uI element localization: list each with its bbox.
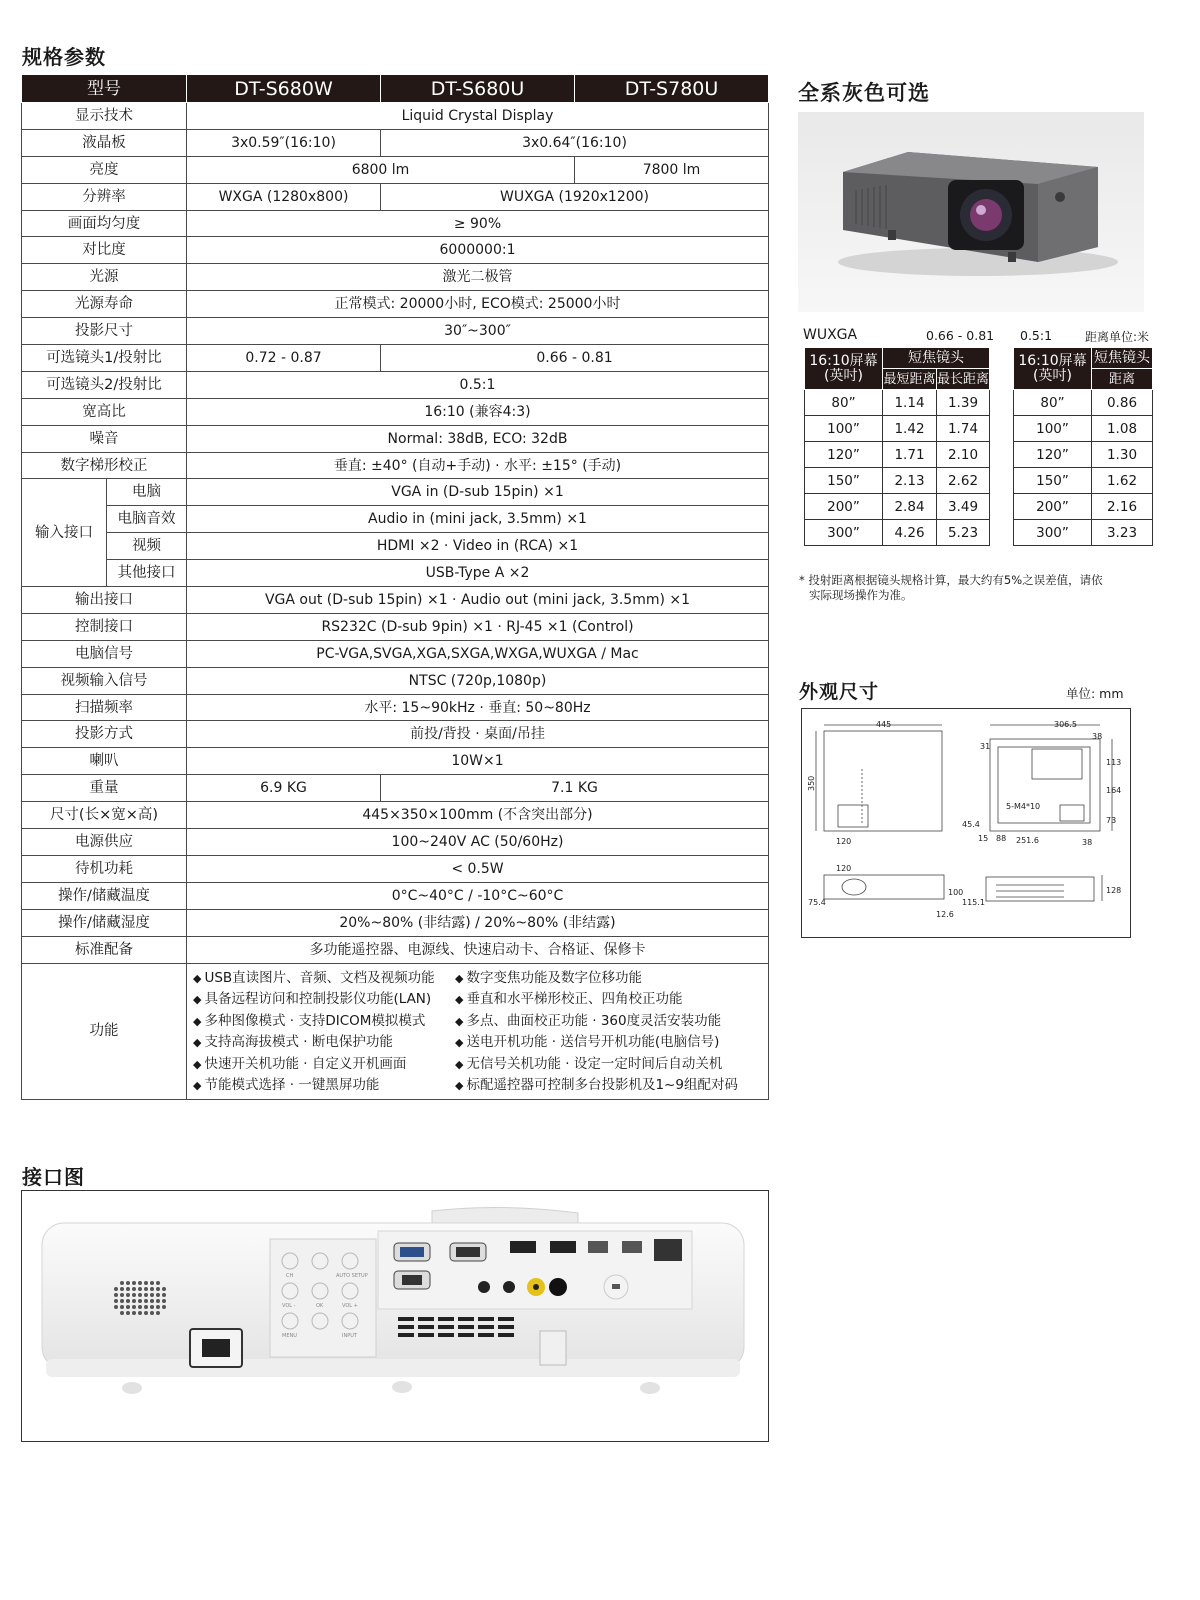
row-value: 前投/背投 · 桌面/吊挂 [187, 721, 769, 748]
feature-item: ◆ 送电开机功能 · 送信号开机功能(电脑信号) [455, 1032, 738, 1054]
throw-row [1014, 416, 1153, 442]
row-label: 视频输入信号 [22, 667, 187, 694]
throw-note-2: 实际现场操作为准。 [809, 588, 913, 602]
distance-cell: 2.62 [937, 468, 990, 494]
row-label: 视频 [107, 533, 187, 560]
dim-100: 100 [948, 888, 964, 897]
throw-row [1014, 442, 1153, 468]
dim-350: 350 [807, 775, 816, 791]
model-label: 型号 [22, 75, 187, 103]
min-header: 最短距离 [883, 369, 937, 390]
inch-header-text: (英吋) [1033, 367, 1072, 384]
label-ok: OK [316, 1303, 324, 1309]
dimension-svg [802, 709, 1130, 937]
row-label: 亮度 [22, 156, 187, 183]
label-vol-plus: VOL + [342, 1303, 358, 1309]
row-label: 宽高比 [22, 398, 187, 425]
dist-header: 距离 [1092, 369, 1153, 390]
row-value: 多功能遥控器、电源线、快速启动卡、合格证、保修卡 [187, 936, 769, 963]
throw-row [805, 390, 990, 416]
row-label: 可选镜头1/投射比 [22, 345, 187, 372]
dim-38: 38 [1092, 732, 1103, 741]
row-value: 6.9 KG [187, 775, 381, 802]
row-value: Normal: 38dB, ECO: 32dB [187, 425, 769, 452]
row-value: 30″~300″ [187, 318, 769, 345]
row-value: 20%~80% (非结露) / 20%~80% (非结露) [187, 909, 769, 936]
dim-88: 88 [996, 834, 1007, 843]
dim-31: 31 [980, 742, 991, 751]
feature-item: ◆ 节能模式选择 · 一键黑屏功能 [193, 1075, 455, 1097]
throw-resolution: WUXGA [803, 327, 858, 343]
row-label: 尺寸(长×宽×高) [22, 802, 187, 829]
row-value: 6800 lm [187, 156, 575, 183]
screen-size-cell: 300” [1014, 520, 1092, 546]
distance-cell: 3.23 [1092, 520, 1153, 546]
dim-45-4: 45.4 [962, 820, 980, 829]
label-vol-minus: VOL - [282, 1303, 296, 1309]
screen-size-cell: 200” [1014, 494, 1092, 520]
dim-38b: 38 [1082, 838, 1093, 847]
throw-ratio-1: 0.66 - 0.81 [926, 328, 995, 343]
row-label: 电源供应 [22, 829, 187, 856]
distance-cell: 1.62 [1092, 468, 1153, 494]
interface-svg [22, 1191, 768, 1441]
row-label: 光源寿命 [22, 291, 187, 318]
row-value: 7800 lm [575, 156, 769, 183]
screen-size-cell: 80” [1014, 390, 1092, 416]
feature-item: ◆ USB直读图片、音频、文档及视频功能 [193, 968, 455, 990]
row-label: 光源 [22, 264, 187, 291]
row-label: 操作/储藏温度 [22, 882, 187, 909]
row-value: 0°C~40°C / -10°C~60°C [187, 882, 769, 909]
row-value: RS232C (D-sub 9pin) ×1 · RJ-45 ×1 (Control) [187, 613, 769, 640]
feature-item: ◆ 垂直和水平梯形校正、四角校正功能 [455, 989, 738, 1011]
row-value: 7.1 KG [381, 775, 769, 802]
dim-128: 128 [1106, 886, 1122, 895]
distance-cell: 3.49 [937, 494, 990, 520]
row-label: 标准配备 [22, 936, 187, 963]
label-input: INPUT [342, 1333, 357, 1339]
spec-title: 规格参数 [22, 45, 106, 69]
feature-item: ◆ 具备远程访问和控制投影仪功能(LAN) [193, 989, 455, 1011]
throw-ratio-2: 0.5:1 [1020, 328, 1053, 343]
model-header-row [22, 75, 769, 103]
distance-cell: 2.84 [883, 494, 937, 520]
row-label: 显示技术 [22, 103, 187, 130]
throw-row [1014, 390, 1153, 416]
row-value: 0.5:1 [187, 371, 769, 398]
dim-120: 120 [836, 837, 852, 846]
row-label: 数字梯形校正 [22, 452, 187, 479]
row-value: Liquid Crystal Display [187, 103, 769, 130]
dim-113: 113 [1106, 758, 1122, 767]
throw-row [1014, 494, 1153, 520]
distance-cell: 2.13 [883, 468, 937, 494]
row-label: 输出接口 [22, 587, 187, 614]
row-value: WUXGA (1920x1200) [381, 183, 769, 210]
screen-size-cell: 150” [1014, 468, 1092, 494]
screen-size-cell: 200” [805, 494, 883, 520]
row-label: 控制接口 [22, 613, 187, 640]
throw-table-1 [804, 347, 990, 546]
distance-cell: 5.23 [937, 520, 990, 546]
dims-title: 外观尺寸 [799, 681, 880, 703]
distance-cell: 1.71 [883, 442, 937, 468]
row-value: HDMI ×2 · Video in (RCA) ×1 [187, 533, 769, 560]
throw-row [1014, 468, 1153, 494]
throw-table-2 [1013, 347, 1153, 546]
row-label: 电脑信号 [22, 640, 187, 667]
screen-header-text: 16:10屏幕 [1018, 352, 1087, 369]
dim-15: 15 [978, 834, 989, 843]
dim-115-1: 115.1 [962, 898, 985, 907]
row-value: 垂直: ±40° (自动+手动) · 水平: ±15° (手动) [187, 452, 769, 479]
distance-cell: 4.26 [883, 520, 937, 546]
distance-cell: 1.42 [883, 416, 937, 442]
screen-size-cell: 150” [805, 468, 883, 494]
row-label: 对比度 [22, 237, 187, 264]
features-cell [187, 963, 769, 1099]
distance-cell: 0.86 [1092, 390, 1153, 416]
screen-header-text: 16:10屏幕 [809, 352, 878, 369]
row-value: 激光二极管 [187, 264, 769, 291]
distance-cell: 1.14 [883, 390, 937, 416]
model-3: DT-S780U [575, 75, 769, 103]
spec-table [21, 74, 769, 1100]
color-title: 全系灰色可选 [798, 81, 930, 105]
row-label: 投影尺寸 [22, 318, 187, 345]
throw-unit: 距离单位:米 [1085, 330, 1150, 344]
label-menu: MENU [282, 1333, 297, 1339]
row-value: 16:10 (兼容4:3) [187, 398, 769, 425]
row-label: 喇叭 [22, 748, 187, 775]
row-value: < 0.5W [187, 855, 769, 882]
throw-row [805, 494, 990, 520]
row-value: 正常模式: 20000小时, ECO模式: 25000小时 [187, 291, 769, 318]
row-value: WXGA (1280x800) [187, 183, 381, 210]
row-label: 投影方式 [22, 721, 187, 748]
row-label: 可选镜头2/投射比 [22, 371, 187, 398]
dim-120b: 120 [836, 864, 852, 873]
projector-photo [798, 112, 1144, 312]
row-label: 画面均匀度 [22, 210, 187, 237]
dims-unit: 单位: mm [1066, 686, 1124, 701]
short-lens-header: 短焦镜头 [883, 348, 990, 369]
features-right-list [455, 968, 738, 1097]
row-value: VGA in (D-sub 15pin) ×1 [187, 479, 769, 506]
feature-item: ◆ 支持高海拔模式 · 断电保护功能 [193, 1032, 455, 1054]
distance-cell: 1.74 [937, 416, 990, 442]
row-label: 其他接口 [107, 560, 187, 587]
screen-size-cell: 100” [805, 416, 883, 442]
row-label: 分辨率 [22, 183, 187, 210]
row-label: 电脑 [107, 479, 187, 506]
screen-header [805, 348, 883, 390]
short-lens-header: 短焦镜头 [1092, 348, 1153, 369]
row-value: 100~240V AC (50/60Hz) [187, 829, 769, 856]
features-left-list [193, 968, 455, 1097]
dim-12-6: 12.6 [936, 910, 954, 919]
feature-item: ◆ 多种图像模式 · 支持DICOM模拟模式 [193, 1011, 455, 1033]
row-value: 3x0.64″(16:10) [381, 129, 769, 156]
row-label: 扫描频率 [22, 694, 187, 721]
interface-diagram [21, 1190, 769, 1442]
screen-size-cell: 120” [805, 442, 883, 468]
throw-note-1: * 投射距离根据镜头规格计算，最大约有5%之误差值，请依 [799, 573, 1103, 587]
row-value: 10W×1 [187, 748, 769, 775]
dim-164: 164 [1106, 786, 1122, 795]
model-1: DT-S680W [187, 75, 381, 103]
feature-item: ◆ 标配遥控器可控制多台投影机及1~9组配对码 [455, 1075, 738, 1097]
label-auto-setup: AUTO SETUP [336, 1273, 368, 1279]
throw-row [805, 468, 990, 494]
max-header: 最长距离 [937, 369, 990, 390]
throw-row [1014, 520, 1153, 546]
dim-306-5: 306.5 [1054, 720, 1077, 729]
screen-size-cell: 80” [805, 390, 883, 416]
throw-row [805, 442, 990, 468]
distance-cell: 1.08 [1092, 416, 1153, 442]
row-value: 3x0.59″(16:10) [187, 129, 381, 156]
row-label: 重量 [22, 775, 187, 802]
distance-cell: 2.16 [1092, 494, 1153, 520]
row-value: 水平: 15~90kHz · 垂直: 50~80Hz [187, 694, 769, 721]
dimension-drawing [801, 708, 1131, 938]
throw-row [805, 520, 990, 546]
row-value: ≥ 90% [187, 210, 769, 237]
inch-header-text: (英吋) [824, 367, 863, 384]
feature-item: ◆ 数字变焦功能及数字位移功能 [455, 968, 738, 990]
row-value: USB-Type A ×2 [187, 560, 769, 587]
row-label: 噪音 [22, 425, 187, 452]
distance-cell: 1.30 [1092, 442, 1153, 468]
label-ch: CH [286, 1273, 294, 1279]
row-value: Audio in (mini jack, 3.5mm) ×1 [187, 506, 769, 533]
row-label: 功能 [22, 963, 187, 1099]
row-value: VGA out (D-sub 15pin) ×1 · Audio out (mini jack, 3.5mm) ×1 [187, 587, 769, 614]
dim-screw: 5-M4*10 [1006, 802, 1041, 811]
model-2: DT-S680U [381, 75, 575, 103]
row-value: 6000000:1 [187, 237, 769, 264]
distance-cell: 1.39 [937, 390, 990, 416]
feature-item: ◆ 快速开关机功能 · 自定义开机画面 [193, 1054, 455, 1076]
projector-image [798, 112, 1144, 312]
screen-header [1014, 348, 1092, 390]
dim-251-6: 251.6 [1016, 836, 1039, 845]
feature-item: ◆ 多点、曲面校正功能 · 360度灵活安装功能 [455, 1011, 738, 1033]
dim-73: 73 [1106, 816, 1117, 825]
screen-size-cell: 100” [1014, 416, 1092, 442]
row-label: 电脑音效 [107, 506, 187, 533]
row-value: NTSC (720p,1080p) [187, 667, 769, 694]
screen-size-cell: 120” [1014, 442, 1092, 468]
row-value: PC-VGA,SVGA,XGA,SXGA,WXGA,WUXGA / Mac [187, 640, 769, 667]
interface-title: 接口图 [22, 1165, 85, 1189]
row-label: 液晶板 [22, 129, 187, 156]
row-value: 0.72 - 0.87 [187, 345, 381, 372]
throw-row [805, 416, 990, 442]
feature-item: ◆ 无信号关机功能 · 设定一定时间后自动关机 [455, 1054, 738, 1076]
dim-445: 445 [876, 720, 892, 729]
dim-75-4: 75.4 [808, 898, 826, 907]
screen-size-cell: 300” [805, 520, 883, 546]
row-label: 操作/储藏湿度 [22, 909, 187, 936]
input-group-label: 输入接口 [22, 479, 107, 587]
row-value: 0.66 - 0.81 [381, 345, 769, 372]
distance-cell: 2.10 [937, 442, 990, 468]
row-value: 445×350×100mm (不含突出部分) [187, 802, 769, 829]
row-label: 待机功耗 [22, 855, 187, 882]
